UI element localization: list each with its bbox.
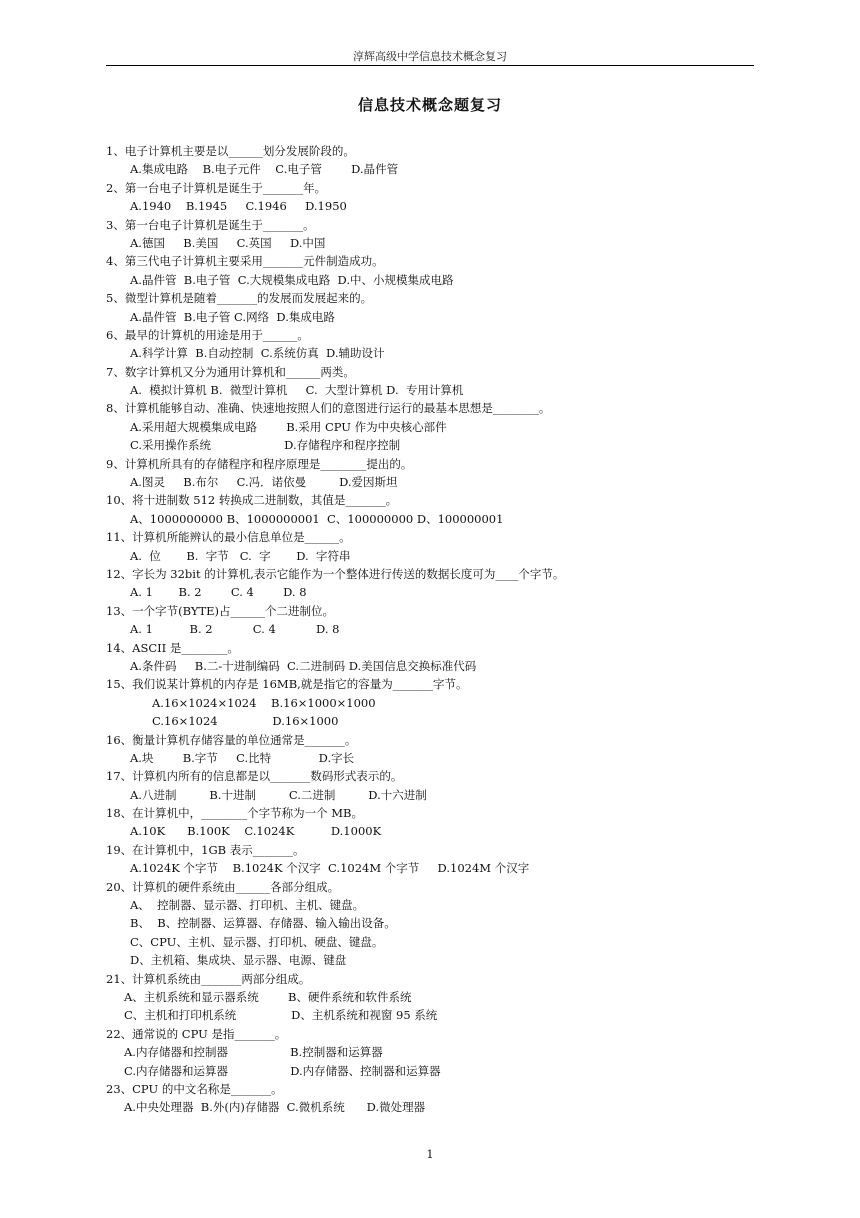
question-stem: 20、计算机的硬件系统由______各部分组成。 (106, 879, 340, 894)
question-stem: 5、微型计算机是随着_______的发展而发展起来的。 (106, 291, 373, 306)
answer-options: A.16×1024×1024 B.16×1000×1000 (152, 695, 376, 710)
answer-options: A. 位 B. 字节 C. 字 D. 字符串 (130, 548, 351, 563)
answer-options: A.图灵 B.布尔 C.冯．诺依曼 D.爱因斯坦 (130, 475, 398, 490)
answer-options: A、1000000000 B、1000000001 C、100000000 D、100000001 (130, 511, 504, 526)
question-stem: 11、计算机所能辨认的最小信息单位是______。 (106, 530, 351, 545)
page-number: 1 (426, 1148, 434, 1161)
question-stem: 17、计算机内所有的信息都是以_______数码形式表示的。 (106, 769, 403, 784)
question-stem: 18、在计算机中，________个字节称为一个 MB。 (106, 806, 364, 821)
answer-options: A.10K B.100K C.1024K D.1000K (130, 824, 382, 839)
answer-options: A、 控制器、显示器、打印机、主机、键盘。 (130, 898, 365, 913)
answer-options: D、主机箱、集成块、显示器、电源、键盘 (130, 953, 347, 968)
question-stem: 3、第一台电子计算机是诞生于_______。 (106, 217, 315, 232)
question-stem: 9、计算机所具有的存储程序和程序原理是________提出的。 (106, 456, 413, 471)
answer-options: A.1024K 个字节 B.1024K 个汉字 C.1024M 个字节 D.1024M 个汉字 (130, 861, 530, 876)
answer-options: C、CPU、主机、显示器、打印机、硬盘、键盘。 (130, 934, 384, 949)
answer-options: A、主机系统和显示器系统 B、硬件系统和软件系统 (124, 989, 412, 1004)
answer-options: C、主机和打印机系统 D、主机系统和视窗 95 系统 (124, 1008, 438, 1023)
answer-options: A. 1 B. 2 C. 4 D. 8 (130, 622, 340, 637)
question-stem: 12、字长为 32bit 的计算机,表示它能作为一个整体进行传送的数据长度可为____个字节。 (106, 566, 565, 581)
question-stem: 8、计算机能够自动、准确、快速地按照人们的意图进行运行的最基本思想是________。 (106, 401, 551, 416)
answer-options: A.德国 B.美国 C.英国 D.中国 (130, 235, 326, 250)
question-stem: 13、一个字节(BYTE)占______个二进制位。 (106, 603, 335, 618)
answer-options: A.晶件管 B.电子管 C.网络 D.集成电路 (130, 309, 335, 324)
question-stem: 14、ASCII 是________。 (106, 640, 239, 655)
answer-options: A.集成电路 B.电子元件 C.电子管 D.晶件管 (130, 162, 399, 177)
question-stem: 15、我们说某计算机的内存是 16MB,就是指它的容量为_______字节。 (106, 677, 468, 692)
question-stem: 21、计算机系统由_______两部分组成。 (106, 971, 311, 986)
answer-options: A.块 B.字节 C.比特 D.字长 (130, 750, 355, 765)
question-stem: 10、将十进制数 512 转换成二进制数，其值是_______。 (106, 493, 398, 508)
answer-options: A.条件码 B.二-十进制编码 C.二进制码 D.美国信息交换标准代码 (130, 658, 477, 673)
question-stem: 7、数字计算机又分为通用计算机和______两类。 (106, 364, 355, 379)
question-stem: 6、最早的计算机的用途是用于______。 (106, 327, 309, 342)
question-stem: 22、通常说的 CPU 是指_______。 (106, 1026, 287, 1041)
answer-options: C.内存储器和运算器 D.内存储器、控制器和运算器 (124, 1063, 441, 1078)
answer-options: C.采用操作系统 D.存储程序和程序控制 (130, 438, 401, 453)
question-list (106, 142, 766, 1117)
question-stem: 19、在计算机中，1GB 表示_______。 (106, 842, 305, 857)
answer-options: A.1940 B.1945 C.1946 D.1950 (130, 199, 347, 214)
page-header: 淳辉高级中学信息技术概念复习 (353, 50, 507, 63)
answer-options: C.16×1024 D.16×1000 (152, 714, 339, 729)
answer-options: A. 模拟计算机 B. 微型计算机 C. 大型计算机 D. 专用计算机 (130, 383, 464, 398)
question-stem: 1、电子计算机主要是以______划分发展阶段的。 (106, 144, 355, 158)
answer-options: A.采用超大规模集成电路 B.采用 CPU 作为中央核心部件 (130, 419, 447, 434)
answer-options: A.晶件管 B.电子管 C.大规模集成电路 D.中、小规模集成电路 (130, 272, 454, 287)
question-stem: 4、第三代电子计算机主要采用_______元件制造成功。 (106, 254, 384, 269)
header-rule (106, 65, 754, 66)
answer-options: A.科学计算 B.自动控制 C.系统仿真 D.辅助设计 (130, 346, 385, 361)
answer-options: A. 1 B. 2 C. 4 D. 8 (130, 585, 307, 600)
document-title: 信息技术概念题复习 (357, 96, 502, 114)
question-stem: 16、衡量计算机存储容量的单位通常是_______。 (106, 732, 357, 747)
question-stem: 23、CPU 的中文名称是_______。 (106, 1081, 283, 1096)
answer-options: B、 B、控制器、运算器、存储器、输入输出设备。 (130, 916, 396, 931)
answer-options: A.中央处理器 B.外(内)存储器 C.微机系统 D.微处理器 (124, 1100, 426, 1115)
answer-options: A.内存储器和控制器 B.控制器和运算器 (124, 1045, 383, 1060)
question-stem: 2、第一台电子计算机是诞生于_______年。 (106, 180, 327, 195)
answer-options: A.八进制 B.十进制 C.二进制 D.十六进制 (130, 787, 427, 802)
